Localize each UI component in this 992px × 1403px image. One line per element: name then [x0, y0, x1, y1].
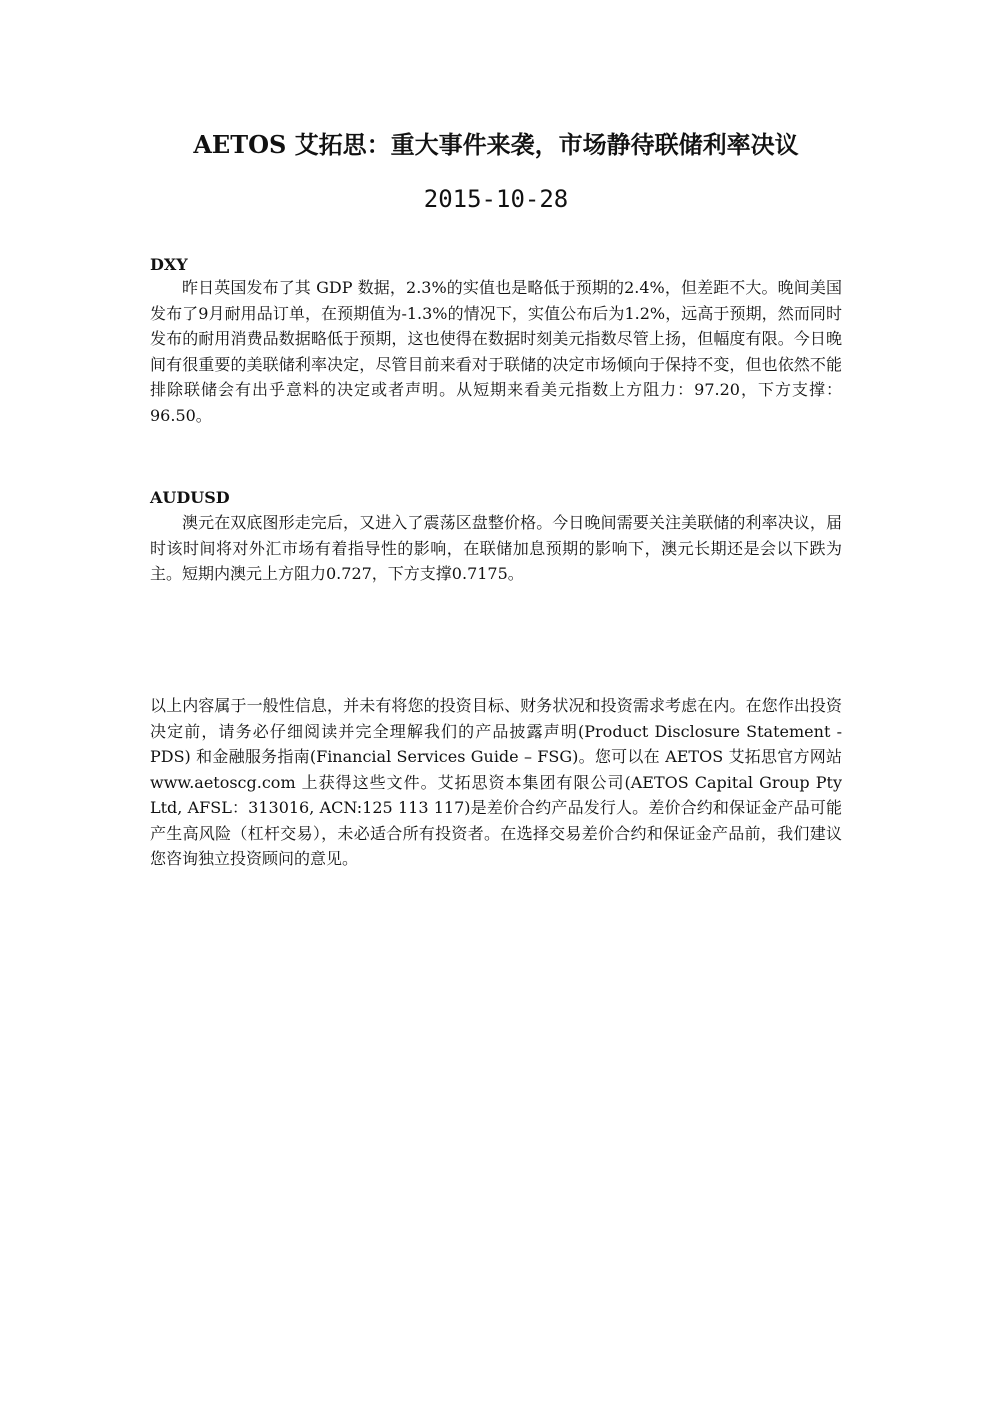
- section-heading-audusd: AUDUSD: [150, 488, 230, 507]
- section-heading-dxy: DXY: [150, 255, 188, 274]
- document-title: AETOS 艾拓思：重大事件来袭，市场静待联储利率决议: [193, 130, 799, 159]
- document-date: 2015-10-28: [423, 185, 569, 213]
- section-body-audusd: 澳元在双底图形走完后，又进入了震荡区盘整价格。今日晚间需要关注美联储的利率决议，届时该时间将对外汇市场有着指导性的影响，在联储加息预期的影响下，澳元长期还是会以下跌为主。短期内澳元上方阻力0.727，下方支撑0.7175。: [150, 513, 842, 583]
- disclaimer-text: 以上内容属于一般性信息，并未有将您的投资目标、财务状况和投资需求考虑在内。在您作出投资决定前，请务必仔细阅读并完全理解我们的产品披露声明(Product Disclosure Statement - PDS) 和金融服务指南(Financial Services Guide – FSG)。您可以在 AETOS 艾拓思官方网站 www.aetoscg.com 上获得这些文件。艾拓思资本集团有限公司(AETOS Capital Group Pty Ltd, AFSL：313016, ACN:125 113 117)是差价合约产品发行人。差价合约和保证金产品可能产生高风险（杠杆交易），未必适合所有投资者。在选择交易差价合约和保证金产品前，我们建议您咨询独立投资顾问的意见。: [150, 696, 842, 868]
- section-body-dxy: 昨日英国发布了其 GDP 数据，2.3%的实值也是略低于预期的2.4%，但差距不大。晚间美国发布了9月耐用品订单，在预期值为-1.3%的情况下，实值公布后为1.2%，远高于预期，然而同时发布的耐用消费品数据略低于预期，这也使得在数据时刻美元指数尽管上扬，但幅度有限。今日晚间有很重要的美联储利率决定，尽管目前来看对于联储的决定市场倾向于保持不变，但也依然不能排除联储会有出乎意料的决定或者声明。从短期来看美元指数上方阻力：97.20，下方支撑：96.50。: [150, 278, 842, 425]
